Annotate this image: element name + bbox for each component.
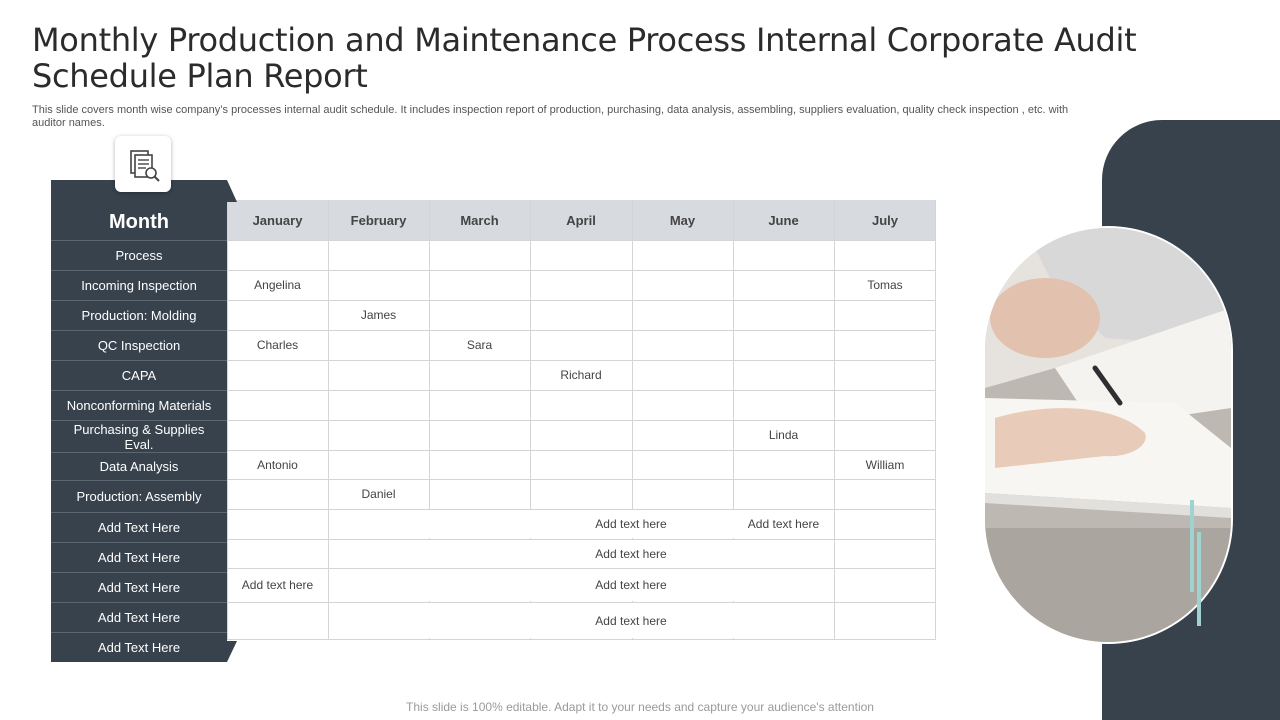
grid-line: [834, 200, 835, 640]
cell-purchasing-june: Linda: [768, 428, 799, 442]
grid-line: [227, 390, 936, 391]
merged-cell-3: Add text here: [429, 569, 833, 601]
row-label-purchasing-supplies: Purchasing & Supplies Eval.: [51, 420, 227, 452]
audit-document-search-icon: [122, 143, 164, 185]
month-header-row: [227, 200, 936, 240]
row-label-production-molding: Production: Molding: [51, 300, 227, 330]
col-february: February: [350, 212, 407, 228]
col-january: January: [252, 212, 303, 228]
audit-icon-badge: [115, 136, 171, 192]
row-label-production-assembly: Production: Assembly: [51, 480, 227, 512]
grid-line: [227, 330, 936, 331]
row-label-add-text-2: Add Text Here: [51, 542, 227, 572]
cell-capa-april: Richard: [560, 368, 602, 382]
grid-line: [227, 240, 936, 241]
row-label-add-text-3: Add Text Here: [51, 572, 227, 602]
teal-accent-bar-1: [1190, 500, 1194, 592]
grid-line: [227, 450, 936, 451]
cell-qc-inspection-january: Charles: [256, 338, 299, 352]
cell-add-text-january: Add text here: [241, 578, 314, 592]
cell-add-text-june: Add text here: [747, 517, 820, 531]
cell-production-molding-february: James: [360, 308, 397, 322]
cell-data-analysis-july: William: [865, 457, 905, 472]
month-heading: Month: [109, 211, 169, 233]
footer-note: This slide is 100% editable. Adapt it to your needs and capture your audience's attention: [406, 700, 874, 714]
teal-accent-bar-2: [1197, 532, 1201, 626]
row-label-add-text-5: Add Text Here: [51, 632, 227, 662]
col-may: May: [669, 212, 696, 228]
merged-cell-1: Add text here: [429, 510, 833, 538]
merged-cell-4: Add text here: [429, 603, 833, 638]
panel-tab-top: [227, 180, 237, 202]
grid-line: [328, 200, 329, 640]
office-hand-writing-photo: [985, 228, 1231, 642]
cell-production-assembly-february: Daniel: [361, 487, 396, 501]
cell-data-analysis-january: Antonio: [257, 457, 298, 472]
grid-line: [227, 270, 936, 271]
photo-illustration: [985, 228, 1231, 642]
col-july: July: [871, 212, 898, 228]
cell-incoming-inspection-july: Tomas: [867, 278, 903, 292]
slide-title: Monthly Production and Maintenance Process Internal Corporate Audit Schedule Plan Report: [32, 21, 1137, 95]
row-label-data-analysis: Data Analysis: [51, 452, 227, 480]
panel-tab-bottom: [227, 641, 237, 662]
slide-subtitle: This slide covers month wise company’s processes internal audit schedule. It includes inspection report of production, purchasing, data analysis, assembling, suppliers evaluation, quality check inspection , etc. with auditor names.: [32, 104, 1069, 129]
merged-cell-2: Add text here: [429, 540, 833, 568]
row-label-add-text-1: Add Text Here: [51, 512, 227, 542]
row-label-capa: CAPA: [51, 360, 227, 390]
col-june: June: [768, 212, 799, 228]
cell-qc-inspection-march: Sara: [466, 338, 493, 352]
cell-incoming-inspection-january: Angelina: [254, 278, 301, 292]
row-label-incoming-inspection: Incoming Inspection: [51, 270, 227, 300]
month-row-labels-panel: [51, 180, 227, 662]
row-label-add-text-4: Add Text Here: [51, 602, 227, 632]
col-april: April: [566, 212, 596, 228]
grid-line: [227, 639, 936, 640]
grid-line: [935, 200, 936, 640]
row-label-qc-inspection: QC Inspection: [51, 330, 227, 360]
audit-schedule-grid: [227, 200, 936, 640]
row-label-nonconforming-materials: Nonconforming Materials: [51, 390, 227, 420]
col-march: March: [460, 212, 499, 228]
row-label-process: Process: [51, 240, 227, 270]
